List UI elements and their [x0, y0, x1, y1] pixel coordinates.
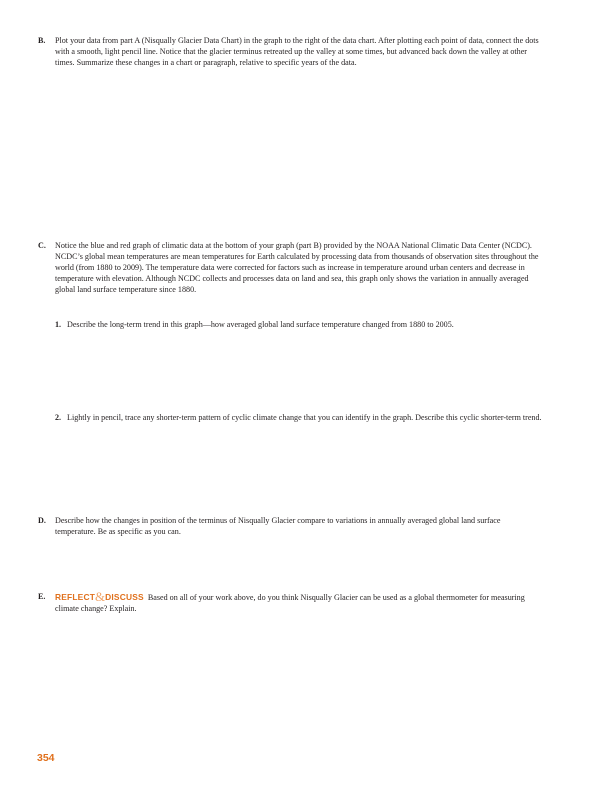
- question-e-text: Based on all of your work above, do you think Nisqually Glacier can be used as a global thermometer for measuring climate change? Explain.: [55, 593, 525, 613]
- question-c-text: Notice the blue and red graph of climatic data at the bottom of your graph (part B) provided by the NOAA National Climatic Data Center (NCDC). NCDC’s global mean temperatures are mean temperatures for Earth calculated by processing data from thousands of observation sites throughout the world (from 1880 to 2009). The temperature data were corrected for factors such as increase in temperature around urban centers and decrease in temperature with elevation. Although NCDC collects and processes data on land and sea, this graph only shows the variation in annually averaged global land surface temperature since 1880.: [55, 241, 539, 294]
- question-b-text: Plot your data from part A (Nisqually Glacier Data Chart) in the graph to the right of the data chart. After plotting each point of data, connect the dots with a smooth, light pencil line. Notice that the glacier terminus retreated up the valley at some times, but advanced back down the valley at other times. Summarize these changes in a chart or paragraph, relative to specific years of the data.: [55, 36, 539, 67]
- reflect-label: REFLECT: [55, 592, 96, 602]
- question-c-letter: C.: [38, 241, 46, 250]
- reflect-discuss-ampersand: &: [95, 589, 106, 604]
- discuss-label: DISCUSS: [105, 592, 144, 602]
- question-d-letter: D.: [38, 516, 46, 525]
- question-c-1-number: 1.: [55, 320, 62, 329]
- question-c-1-text: Describe the long-term trend in this graph—how averaged global land surface temperature changed from 1880 to 2005.: [67, 320, 454, 329]
- question-b-letter: B.: [38, 36, 46, 45]
- question-b: [38, 36, 543, 69]
- question-c-2-text: Lightly in pencil, trace any shorter-term pattern of cyclic climate change that you can identify in the graph. Describe this cyclic shorter-term trend.: [67, 413, 542, 422]
- question-c-1: [55, 320, 545, 331]
- question-e-letter: E.: [38, 592, 46, 601]
- page-number: 354: [37, 752, 55, 764]
- question-c-2: [55, 413, 545, 424]
- question-e: [38, 589, 543, 615]
- question-c-2-number: 2.: [55, 413, 62, 422]
- question-c: [38, 241, 543, 296]
- question-d: [38, 516, 543, 538]
- question-d-text: Describe how the changes in position of the terminus of Nisqually Glacier compare to variations in annually averaged global land surface temperature. Be as specific as you can.: [55, 516, 501, 536]
- question-e-body: [55, 589, 543, 615]
